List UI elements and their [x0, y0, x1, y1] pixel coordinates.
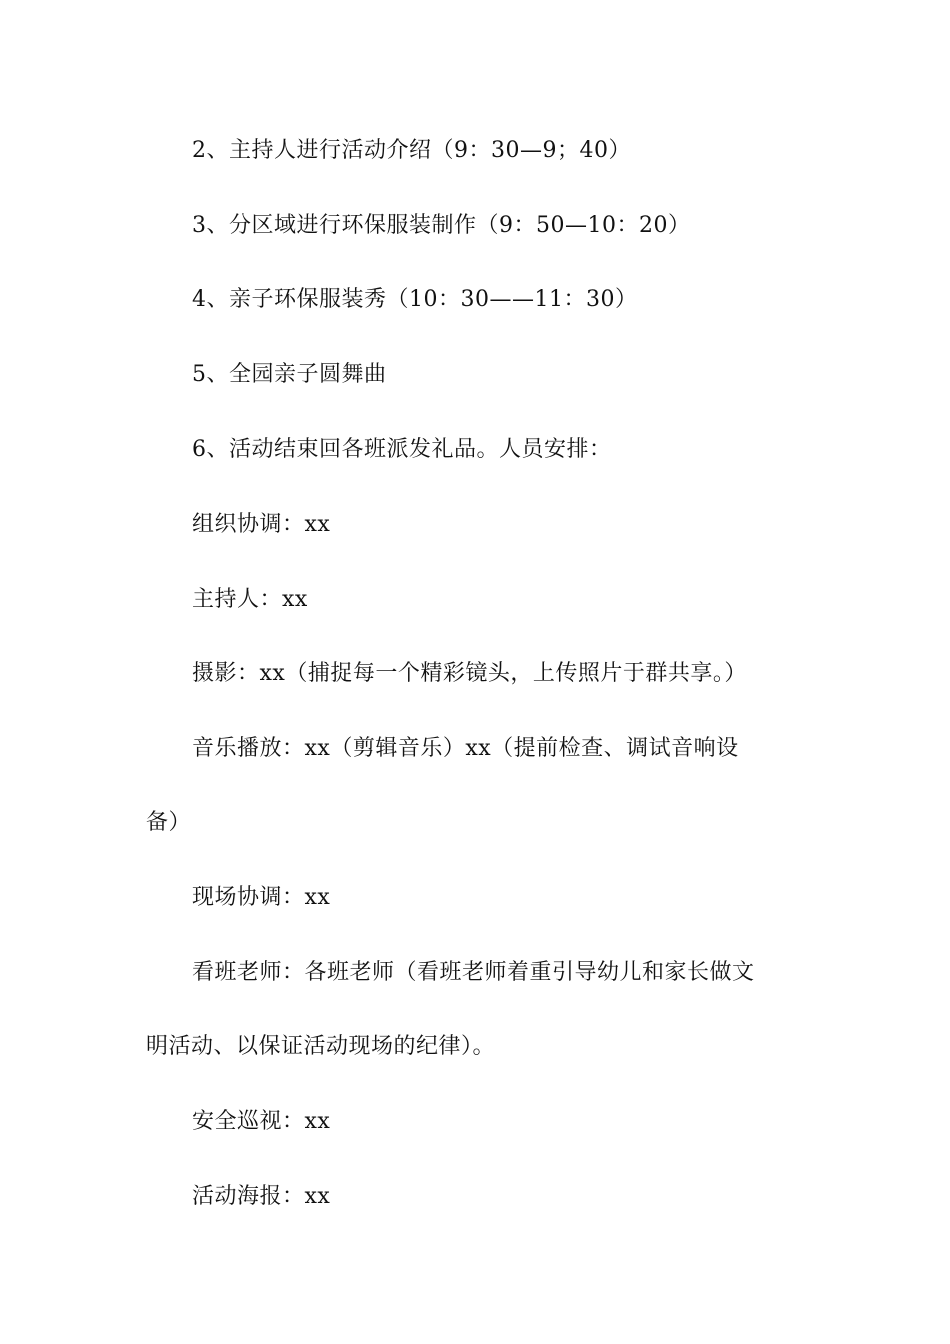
- schedule-item-6: 6、活动结束回各班派发礼品。人员安排：: [192, 437, 612, 462]
- staff-coordination: 组织协调：xx: [192, 512, 331, 537]
- staff-music-continued: 备）: [146, 810, 192, 835]
- staff-photography: 摄影：xx（捕捉每一个精彩镜头，上传照片于群共享。）: [192, 661, 747, 686]
- staff-class-teachers-continued: 明活动、以保证活动现场的纪律）。: [146, 1034, 496, 1059]
- schedule-item-3: 3、分区域进行环保服装制作（9：50—10：20）: [192, 213, 691, 238]
- staff-onsite-coordination: 现场协调：xx: [192, 885, 331, 910]
- staff-class-teachers: 看班老师：各班老师（看班老师着重引导幼儿和家长做文: [192, 960, 755, 985]
- staff-safety-patrol: 安全巡视：xx: [192, 1109, 331, 1134]
- schedule-item-2: 2、主持人进行活动介绍（9：30—9；40）: [192, 138, 631, 163]
- staff-poster: 活动海报：xx: [192, 1184, 331, 1209]
- staff-music: 音乐播放：xx（剪辑音乐）xx（提前检查、调试音响设: [192, 736, 739, 761]
- staff-host: 主持人：xx: [192, 587, 308, 612]
- schedule-item-4: 4、亲子环保服装秀（10：30——11：30）: [192, 287, 638, 312]
- schedule-item-5: 5、全园亲子圆舞曲: [192, 362, 387, 387]
